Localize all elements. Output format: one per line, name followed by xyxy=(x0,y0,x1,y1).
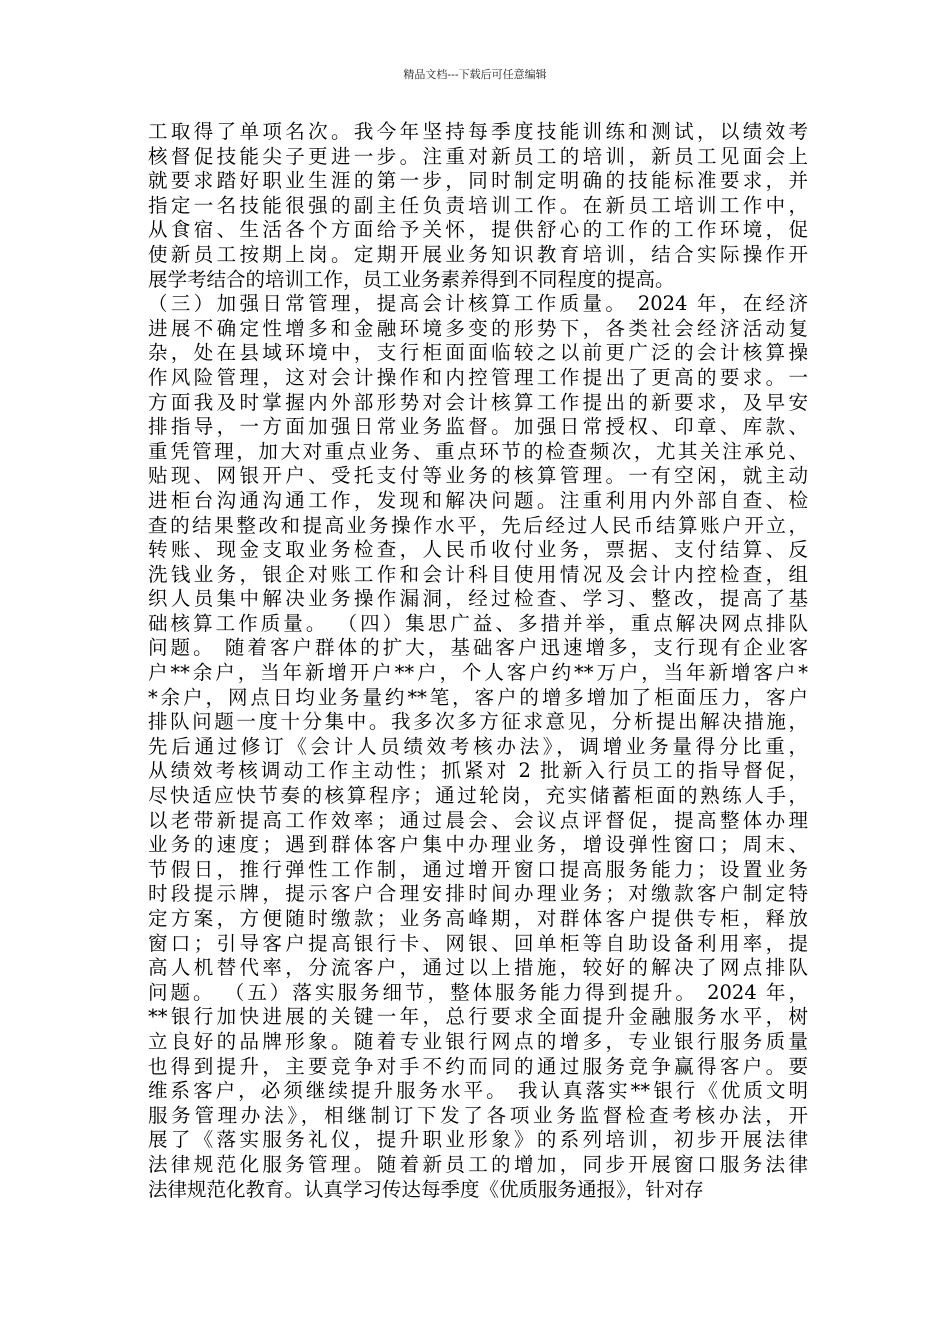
body-line: 重凭管理，加大对重点业务、重点环节的检查频次，尤其关注承兑、 xyxy=(148,439,808,463)
body-line: 户**余户，当年新增开户**户，个人客户约**万户，当年新增客户* xyxy=(148,661,808,685)
body-line: 窗口；引导客户提高银行卡、网银、回单柜等自助设备利用率，提 xyxy=(148,931,808,955)
body-line: 展学考结合的培训工作，员工业务素养得到不同程度的提高。 xyxy=(148,267,675,291)
body-line: 织人员集中解决业务操作漏洞，经过检查、学习、整改，提高了基 xyxy=(148,587,808,611)
body-line: 业务的速度；遇到群体客户集中办理业务，增设弹性窗口；周末、 xyxy=(148,833,808,857)
body-line: 服务管理办法》，相继制订下发了各项业务监督检查考核办法，开 xyxy=(148,1103,808,1127)
body-line: 时段提示牌，提示客户合理安排时间办理业务；对缴款客户制定特 xyxy=(148,882,808,906)
body-line: *余户，网点日均业务量约**笔，客户的增多增加了柜面压力，客户 xyxy=(148,685,808,709)
body-line: 定方案，方便随时缴款；业务高峰期，对群体客户提供专柜，释放 xyxy=(148,907,808,930)
body-line: 维系客户，必须继续提升服务水平。 我认真落实**银行《优质文明 xyxy=(148,1079,808,1103)
body-line: 就要求踏好职业生涯的第一步，同时制定明确的技能标准要求，并 xyxy=(148,169,808,193)
page-header: 精品文档---下载后可任意编辑 xyxy=(403,68,547,81)
body-line: 核督促技能尖子更进一步。注重对新员工的培训，新员工见面会上 xyxy=(148,144,808,168)
body-line: 排指导，一方面加强日常业务监督。加强日常授权、印章、库款、 xyxy=(148,415,808,439)
body-line: 节假日，推行弹性工作制，通过增开窗口提高服务能力；设置业务 xyxy=(148,857,808,881)
body-line: 方面我及时掌握内外部形势对会计核算工作提出的新要求，及早安 xyxy=(148,390,808,414)
document-body xyxy=(148,120,808,1202)
body-line: 使新员工按期上岗。定期开展业务知识教育培训，结合实际操作开 xyxy=(148,242,808,266)
body-line: 工取得了单项名次。我今年坚持每季度技能训练和测试，以绩效考 xyxy=(148,120,808,143)
body-line: 从食宿、生活各个方面给予关怀，提供舒心的工作的工作环境，促 xyxy=(148,218,808,242)
body-line: 查的结果整改和提高业务操作水平，先后经过人民币结算账户开立， xyxy=(148,513,808,537)
body-line: 高人机替代率，分流客户，通过以上措施，较好的解决了网点排队 xyxy=(148,956,808,980)
body-line: 法律规范化教育。认真学习传达每季度《优质服务通报》，针对存 xyxy=(148,1177,704,1201)
body-line: 从绩效考核调动工作主动性；抓紧对 2 批新入行员工的指导督促， xyxy=(148,759,808,783)
body-line: 问题。 （五）落实服务细节，整体服务能力得到提升。 2024 年， xyxy=(148,980,808,1004)
body-line: 法律规范化服务管理。随着新员工的增加，同步开展窗口服务法律 xyxy=(148,1152,808,1176)
body-line: 转账、现金支取业务检查，人民币收付业务，票据、支付结算、反 xyxy=(148,538,808,562)
body-line: 立良好的品牌形象。随着专业银行网点的增多，专业银行服务质量 xyxy=(148,1029,808,1053)
body-line: （三）加强日常管理，提高会计核算工作质量。 2024 年，在经济 xyxy=(148,292,808,316)
body-line: 也得到提升，主要竞争对手不约而同的通过服务竞争赢得客户。要 xyxy=(148,1054,808,1078)
body-line: 展了《落实服务礼仪，提升职业形象》的系列培训，初步开展法律 xyxy=(148,1128,808,1152)
body-line: 问题。 随着客户群体的扩大，基础客户迅速增多，支行现有企业客 xyxy=(148,636,808,660)
body-line: 进柜台沟通沟通工作，发现和解决问题。注重利用内外部自查、检 xyxy=(148,488,808,512)
body-line: 础核算工作质量。 （四）集思广益、多措并举，重点解决网点排队 xyxy=(148,611,808,635)
body-line: **银行加快进展的关键一年，总行要求全面提升金融服务水平，树 xyxy=(148,1005,808,1029)
body-line: 尽快适应快节奏的核算程序；通过轮岗，充实储蓄柜面的熟练人手， xyxy=(148,784,808,808)
body-line: 排队问题一度十分集中。我多次多方征求意见，分析提出解决措施， xyxy=(148,710,808,734)
body-line: 洗钱业务，银企对账工作和会计科目使用情况及会计内控检查，组 xyxy=(148,562,808,586)
body-line: 以老带新提高工作效率；通过晨会、会议点评督促，提高整体办理 xyxy=(148,808,808,832)
body-line: 贴现、网银开户、受托支付等业务的核算管理。一有空闲，就主动 xyxy=(148,464,808,488)
body-line: 先后通过修订《会计人员绩效考核办法》，调增业务量得分比重， xyxy=(148,734,808,758)
body-line: 指定一名技能很强的副主任负责培训工作。在新员工培训工作中， xyxy=(148,193,808,217)
body-line: 杂，处在县域环境中，支行柜面面临较之以前更广泛的会计核算操 xyxy=(148,341,808,365)
body-line: 进展不确定性增多和金融环境多变的形势下，各类社会经济活动复 xyxy=(148,316,808,340)
body-line: 作风险管理，这对会计操作和内控管理工作提出了更高的要求。一 xyxy=(148,365,808,389)
